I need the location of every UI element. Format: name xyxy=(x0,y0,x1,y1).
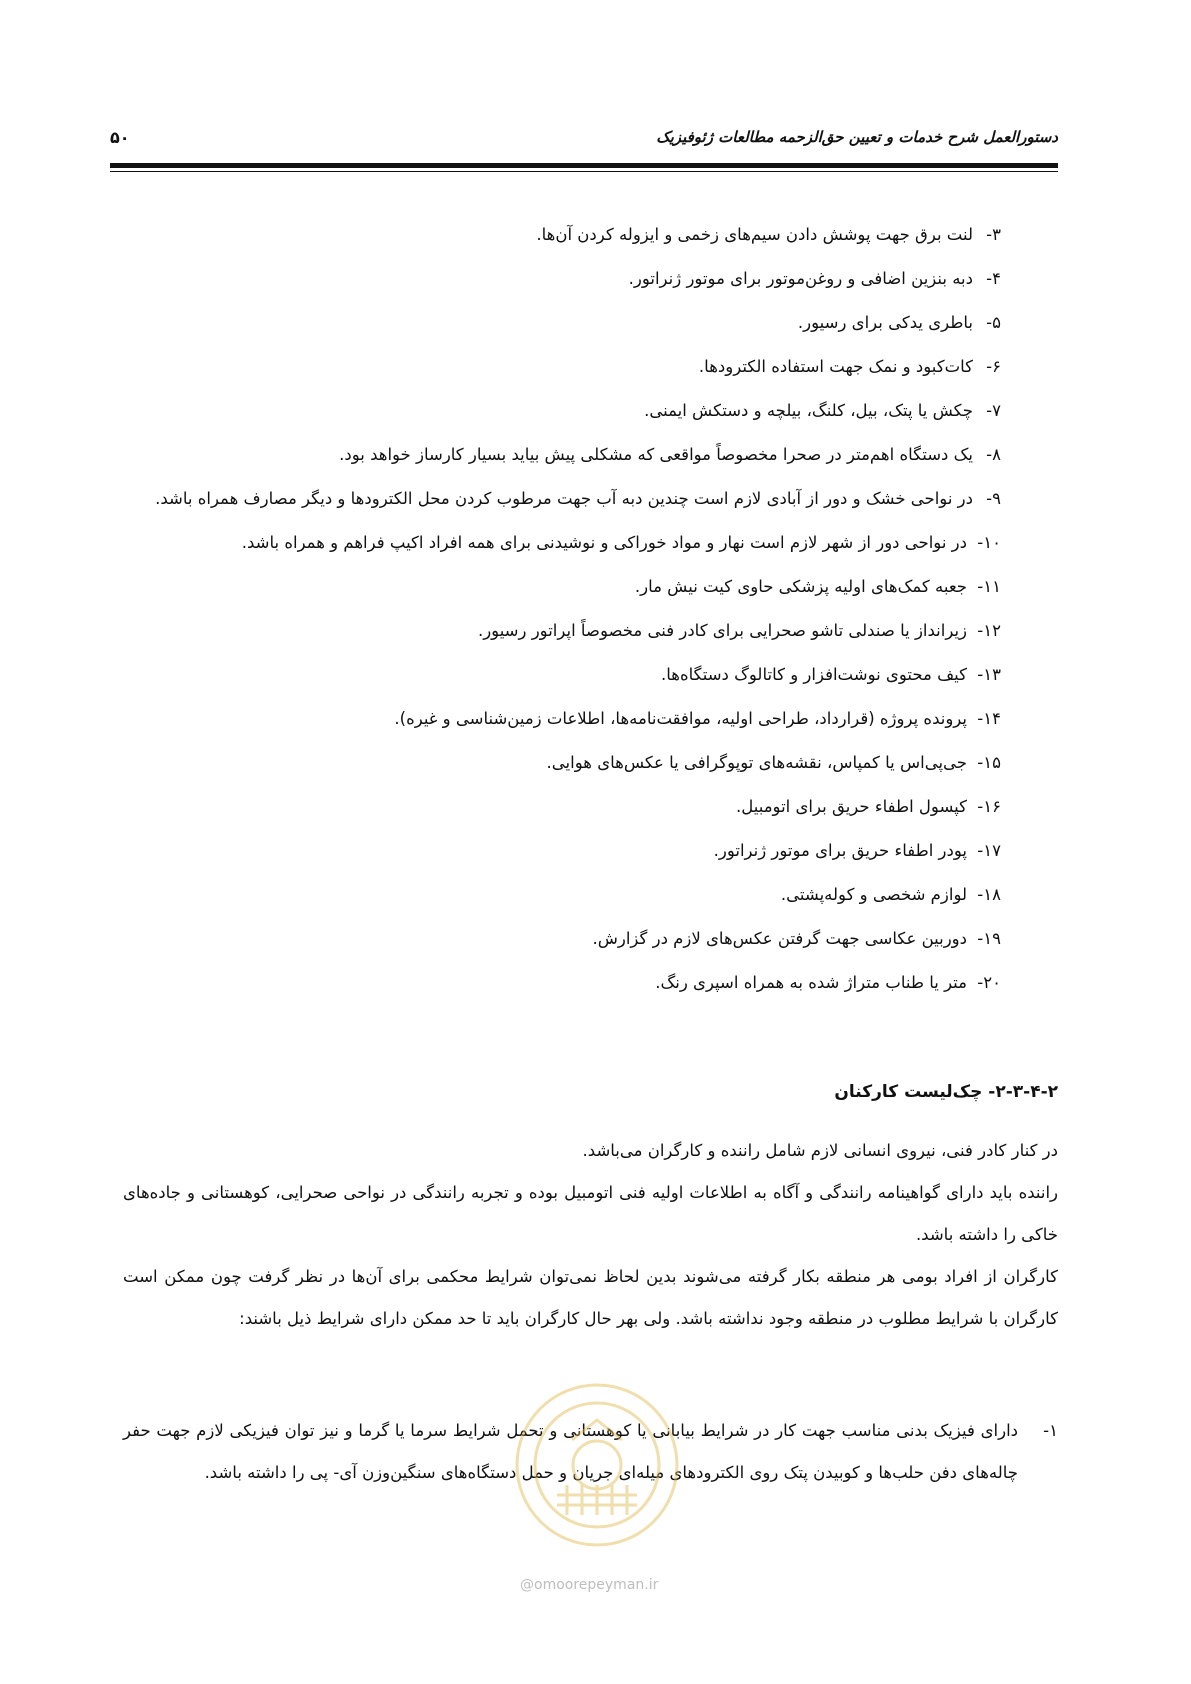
list-item xyxy=(101,961,1001,1005)
page-header xyxy=(110,128,1058,164)
list-item-number: ۱۲- xyxy=(977,621,1001,640)
requirement-number: ۱- xyxy=(1043,1421,1058,1440)
list-item xyxy=(101,609,1001,653)
list-item xyxy=(101,301,1001,345)
list-item-number: ۱۳- xyxy=(977,665,1001,684)
list-item-text: کپسول اطفاء حریق برای اتومبیل. xyxy=(736,797,967,816)
list-item-text: جی‌پی‌اس یا کمپاس، نقشه‌های توپوگرافی یا عکس‌های هوایی. xyxy=(546,753,967,772)
header-rule-thick xyxy=(110,163,1058,168)
list-item-text: کات‌کبود و نمک جهت استفاده الکترودها. xyxy=(698,357,973,376)
list-item-number: ۱۴- xyxy=(977,709,1001,728)
watermark-seal-icon xyxy=(512,1380,682,1550)
list-item xyxy=(101,829,1001,873)
list-item-number: ۱۸- xyxy=(977,885,1001,904)
list-item-number: ۱۰- xyxy=(977,533,1001,552)
list-item-number: ۱۹- xyxy=(977,929,1001,948)
list-item xyxy=(101,873,1001,917)
list-item xyxy=(101,521,1001,565)
list-item-text: لوازم شخصی و کوله‌پشتی. xyxy=(780,885,967,904)
list-item xyxy=(101,213,1001,257)
list-item-text: پودر اطفاء حریق برای موتور ژنراتور. xyxy=(713,841,967,860)
list-item-number: ۷- xyxy=(986,401,1001,420)
list-item xyxy=(101,917,1001,961)
list-item-text: زیرانداز یا صندلی تاشو صحرایی برای کادر فنی مخصوصاً اپراتور رسیور. xyxy=(477,621,967,640)
list-item-number: ۹- xyxy=(986,489,1001,508)
requirement-text: دارای فیزیک بدنی مناسب جهت کار در شرایط بیابانی یا کوهستانی و تحمل شرایط سرما یا گرما و نیز توان فیزیکی لازم جهت حفر چاله‌های دفن حلب‌ها و کوبیدن پتک روی الکترودهای میله‌ای جریان و حمل دستگاه‌های سنگین‌وزن آی- پی را داشته باشد. xyxy=(123,1421,1018,1482)
list-item-text: لنت برق جهت پوشش دادن سیم‌های زخمی و ایزوله کردن آن‌ها. xyxy=(536,225,973,244)
body-paragraph: راننده باید دارای گواهینامه رانندگی و آگاه به اطلاعات اولیه فنی اتومبیل بوده و تجربه رانندگی در نواحی صحرایی، کوهستانی و جاده‌های خاکی را داشته باشد. xyxy=(123,1183,1058,1244)
watermark-url: @omoorepeyman.ir xyxy=(520,1577,659,1593)
list-item-number: ۲۰- xyxy=(977,973,1001,992)
list-item-number: ۸- xyxy=(986,445,1001,464)
header-rule-thin xyxy=(110,171,1058,172)
list-item-number: ۱۶- xyxy=(977,797,1001,816)
list-item xyxy=(101,697,1001,741)
list-item-text: باطری یدکی برای رسیور. xyxy=(797,313,973,332)
list-item-text: کیف محتوی نوشت‌افزار و کاتالوگ دستگاه‌ها. xyxy=(660,665,967,684)
list-item xyxy=(101,433,1001,477)
list-item-text: متر یا طناب متراژ شده به همراه اسپری رنگ. xyxy=(655,973,967,992)
list-item-text: پرونده پروژه (قرارداد، طراحی اولیه، موافقت‌نامه‌ها، اطلاعات زمین‌شناسی و غیره). xyxy=(394,709,967,728)
list-item xyxy=(101,653,1001,697)
body-paragraph: کارگران از افراد بومی هر منطقه بکار گرفته می‌شوند بدین لحاظ نمی‌توان شرایط محکمی برای آن‌ها در نظر گرفت چون ممکن است کارگران با شرایط مطلوب در منطقه وجود نداشته باشد. ولی بهر حال کارگران باید تا حد ممکن دارای شرایط ذیل باشند: xyxy=(123,1267,1058,1328)
list-item-text: دوربین عکاسی جهت گرفتن عکس‌های لازم در گزارش. xyxy=(592,929,967,948)
list-item-number: ۶- xyxy=(986,357,1001,376)
list-item-number: ۴- xyxy=(986,269,1001,288)
list-item xyxy=(101,565,1001,609)
equipment-list xyxy=(101,213,1001,1005)
list-item-number: ۳- xyxy=(986,225,1001,244)
list-item xyxy=(101,785,1001,829)
running-title: دستورالعمل شرح خدمات و تعیین حق‌الزحمه مطالعات ژئوفیزیک xyxy=(656,128,1058,146)
list-item-number: ۱۱- xyxy=(977,577,1001,596)
list-item-text: جعبه کمک‌های اولیه پزشکی حاوی کیت نیش مار. xyxy=(634,577,967,596)
list-item xyxy=(101,477,1001,521)
list-item-text: چکش یا پتک، بیل، کلنگ، بیلچه و دستکش ایمنی. xyxy=(644,401,973,420)
list-item xyxy=(101,741,1001,785)
section-heading: ۲-۳-۴-۲- چک‌لیست کارکنان xyxy=(834,1082,1058,1102)
list-item-text: در نواحی دور از شهر لازم است نهار و مواد خوراکی و نوشیدنی برای همه افراد اکیپ فراهم و همراه باشد. xyxy=(241,533,967,552)
list-item-text: در نواحی خشک و دور از آبادی لازم است چندین دبه آب جهت مرطوب کردن محل الکترودها و دیگر مصارف همراه باشد. xyxy=(155,489,973,508)
list-item-number: ۱۵- xyxy=(977,753,1001,772)
list-item-number: ۵- xyxy=(986,313,1001,332)
list-item xyxy=(101,389,1001,433)
list-item-text: دبه بنزین اضافی و روغن‌موتور برای موتور ژنراتور. xyxy=(628,269,973,288)
list-item-number: ۱۷- xyxy=(977,841,1001,860)
page-number: ۵۰ xyxy=(110,128,130,147)
list-item-text: یک دستگاه اهم‌متر در صحرا مخصوصاً مواقعی که مشکلی پیش بیاید بسیار کارساز خواهد بود. xyxy=(339,445,973,464)
body-paragraph: در کنار کادر فنی، نیروی انسانی لازم شامل راننده و کارگران می‌باشد. xyxy=(582,1141,1058,1160)
list-item xyxy=(101,345,1001,389)
list-item xyxy=(101,257,1001,301)
